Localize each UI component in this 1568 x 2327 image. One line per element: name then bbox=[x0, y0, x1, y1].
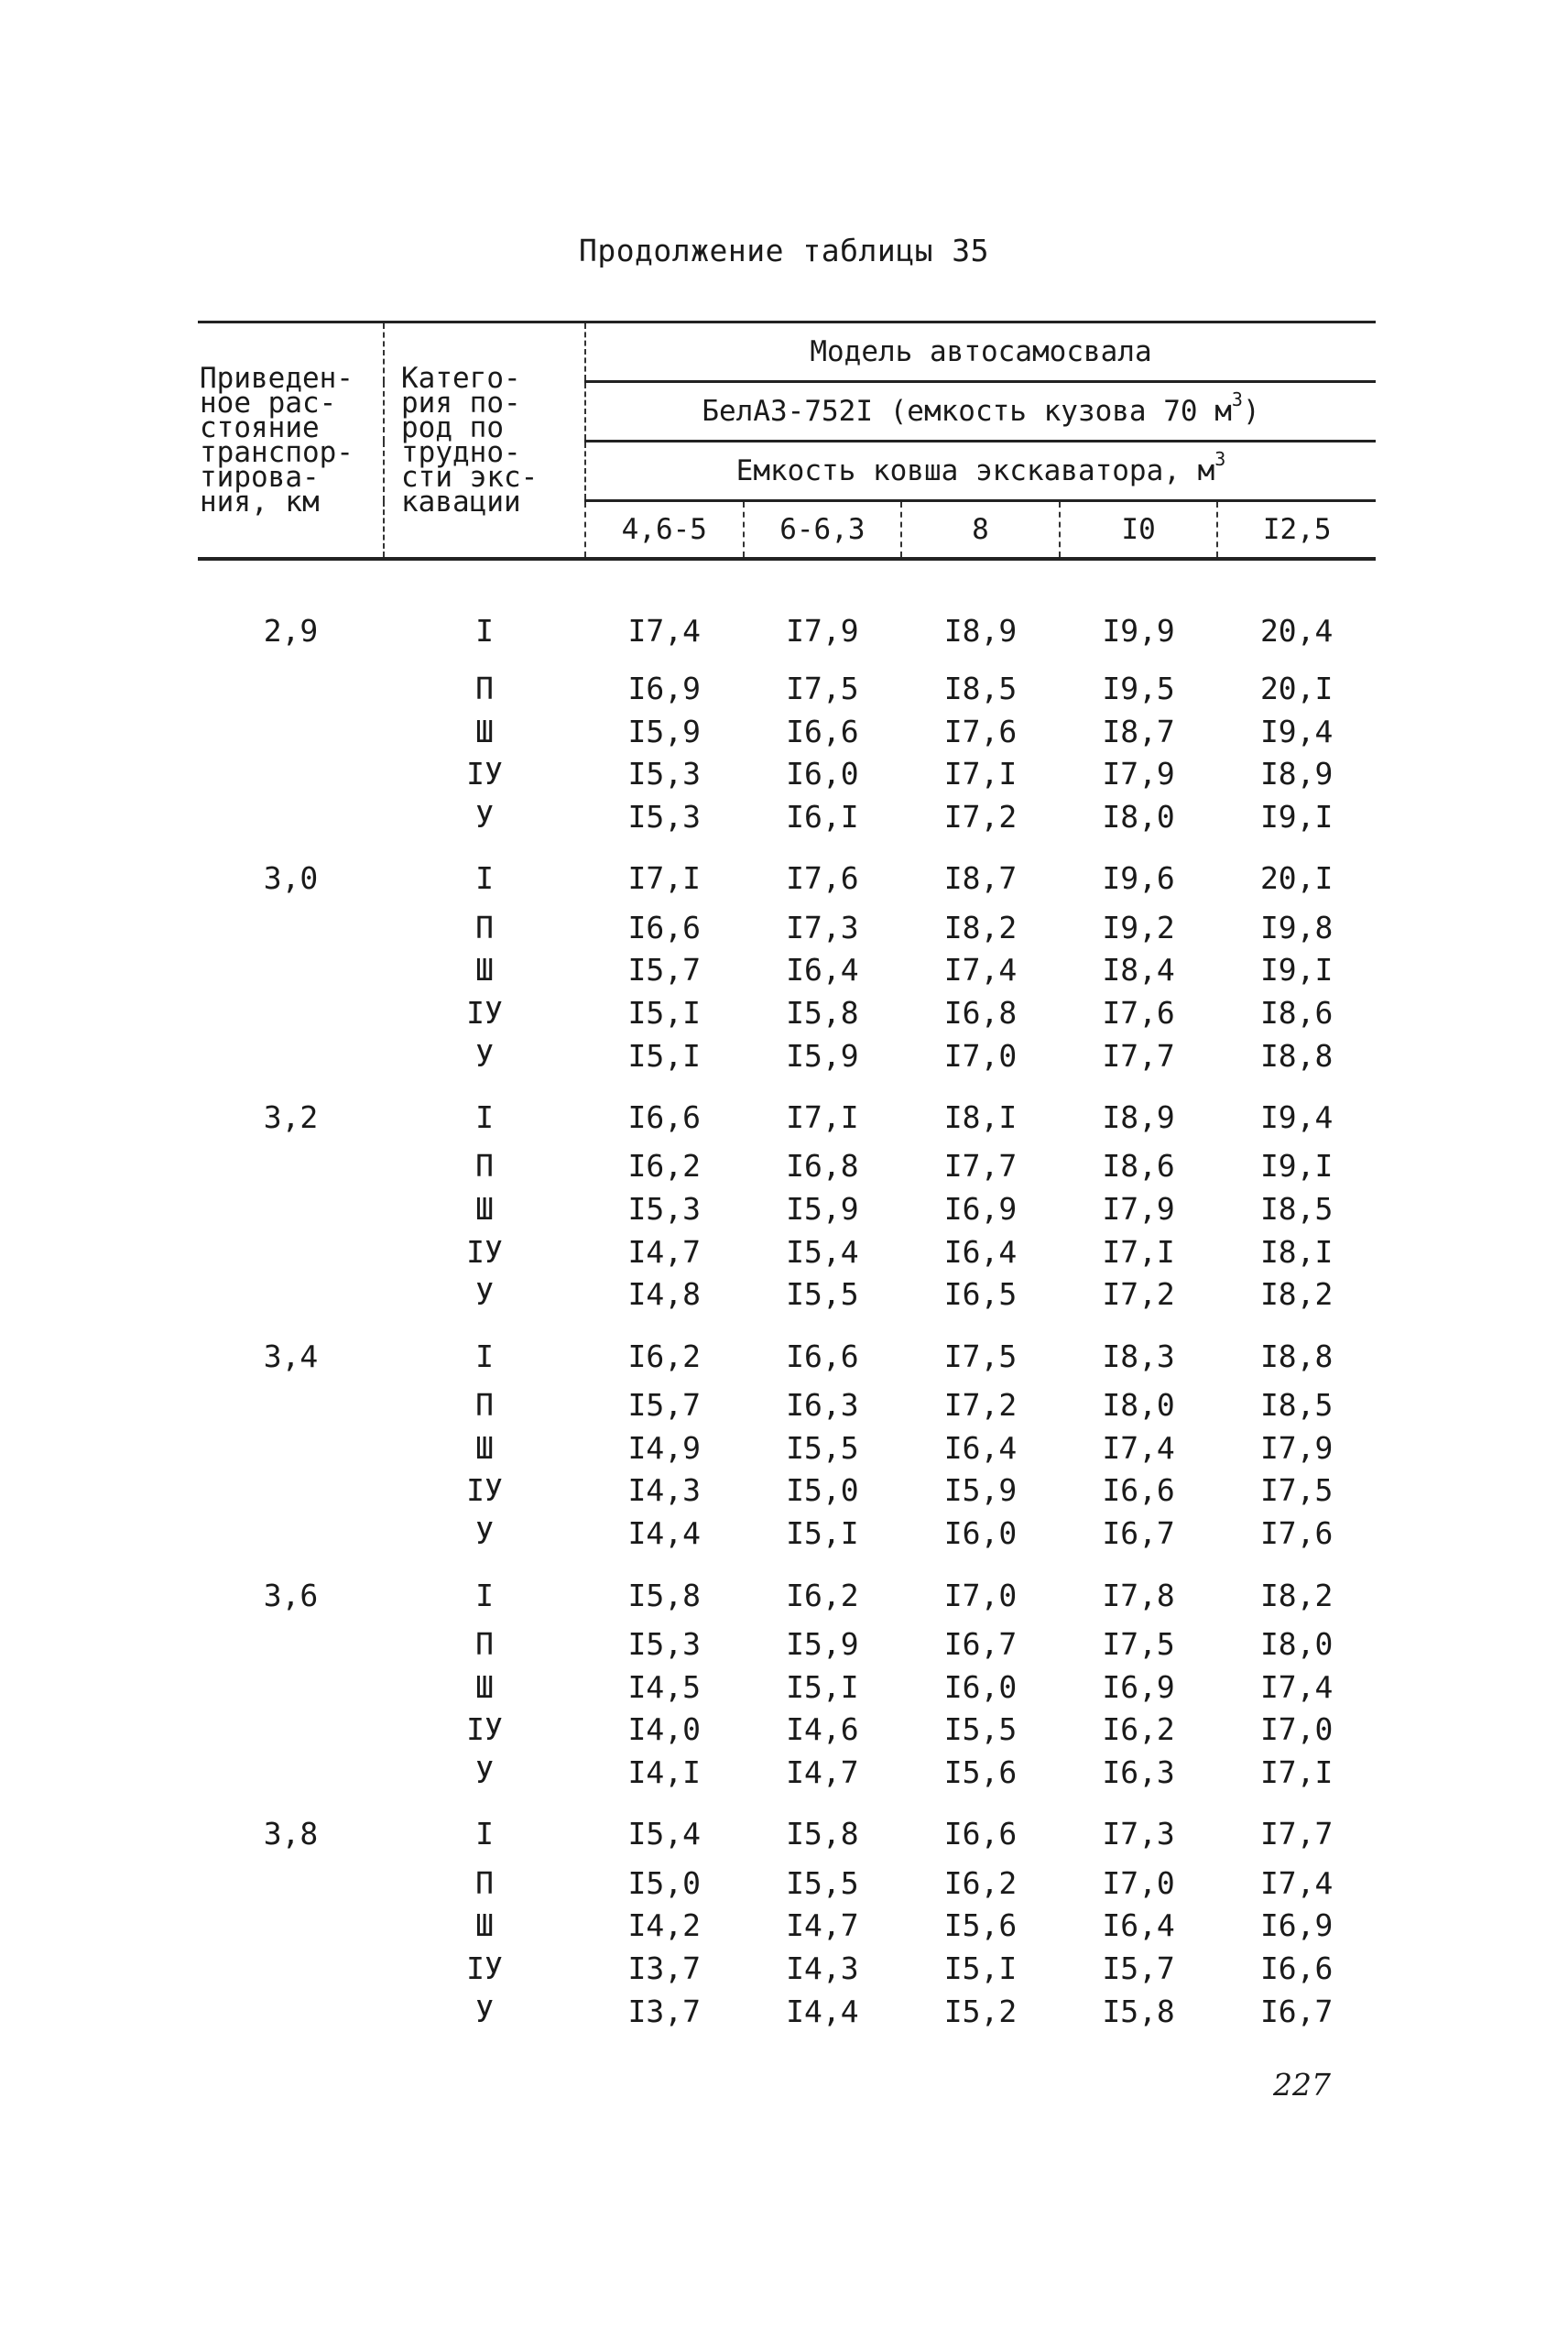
value-cell: I5,I bbox=[627, 994, 702, 1031]
value-cell: I7,2 bbox=[1102, 1276, 1175, 1313]
value-cell: I7,4 bbox=[627, 612, 702, 649]
distance-cell bbox=[198, 1426, 384, 1469]
value-cell: I8,8 bbox=[1259, 1338, 1334, 1374]
capacity-col-3: 8 bbox=[901, 501, 1060, 560]
value-cell: I7,I bbox=[786, 1099, 859, 1135]
distance-cell bbox=[198, 1034, 384, 1077]
category-cell: У bbox=[475, 798, 494, 835]
distance-cell bbox=[198, 906, 384, 949]
value-cell: I8,9 bbox=[1259, 756, 1334, 792]
category-cell: П bbox=[475, 1625, 494, 1662]
value-cell: I6,9 bbox=[1259, 1907, 1334, 1944]
value-cell: I7,4 bbox=[1259, 1668, 1334, 1705]
value-cell: I4,3 bbox=[627, 1472, 702, 1509]
value-cell: I5,6 bbox=[943, 1907, 1018, 1944]
table-row bbox=[198, 1426, 1376, 1469]
distance-cell bbox=[198, 710, 384, 753]
capacity-col-2: 6-6,3 bbox=[744, 501, 902, 560]
value-cell: I8,4 bbox=[1102, 952, 1175, 989]
distance-cell bbox=[198, 1708, 384, 1751]
value-cell: I8,3 bbox=[1102, 1338, 1175, 1374]
value-cell: I8,0 bbox=[1102, 1387, 1175, 1424]
distance-cell bbox=[198, 1862, 384, 1905]
distance-cell bbox=[198, 1145, 384, 1188]
distance-cell: 3,2 bbox=[263, 1099, 319, 1135]
value-cell: I6,3 bbox=[786, 1387, 859, 1424]
distance-cell bbox=[198, 1666, 384, 1709]
table-row bbox=[198, 1034, 1376, 1077]
bucket-capacity-superscript: 3 bbox=[1214, 448, 1226, 471]
table-row bbox=[198, 1622, 1376, 1666]
value-cell: I8,9 bbox=[943, 612, 1018, 649]
table-row bbox=[198, 1145, 1376, 1188]
value-cell: I9,4 bbox=[1259, 1099, 1334, 1135]
value-cell: I7,5 bbox=[1102, 1625, 1175, 1662]
value-cell: 20,I bbox=[1259, 670, 1334, 706]
value-cell: I6,9 bbox=[1102, 1668, 1175, 1705]
bucket-capacity-text: Емкость ковша экскаватора, м bbox=[735, 453, 1215, 487]
table-row bbox=[198, 1794, 1376, 1862]
value-cell: I6,6 bbox=[1259, 1950, 1334, 1986]
value-cell: I4,0 bbox=[627, 1711, 702, 1748]
header-category-label: Катего- рия по- род по трудно- сти экс- кавации bbox=[401, 361, 539, 519]
value-cell: I4,3 bbox=[786, 1950, 859, 1986]
distance-cell bbox=[198, 1230, 384, 1273]
value-cell: I8,I bbox=[1259, 1233, 1334, 1270]
value-cell: I5,7 bbox=[627, 1387, 702, 1424]
value-cell: I4,I bbox=[627, 1753, 702, 1790]
distance-cell: 3,6 bbox=[263, 1577, 319, 1613]
distance-cell bbox=[198, 795, 384, 838]
value-cell: I7,6 bbox=[1102, 994, 1175, 1031]
table-body bbox=[198, 559, 1376, 2033]
value-cell: I8,5 bbox=[1259, 1191, 1334, 1228]
category-cell: П bbox=[475, 1387, 494, 1424]
value-cell: I9,2 bbox=[1102, 909, 1175, 945]
value-cell: I9,4 bbox=[1259, 713, 1334, 749]
header-category bbox=[384, 322, 585, 560]
value-cell: 20,I bbox=[1259, 860, 1334, 897]
value-cell: I6,7 bbox=[943, 1625, 1018, 1662]
distance-cell bbox=[198, 948, 384, 991]
value-cell: I7,5 bbox=[1259, 1472, 1334, 1509]
table-row bbox=[198, 1077, 1376, 1145]
value-cell: I5,7 bbox=[627, 952, 702, 989]
value-cell: I6,2 bbox=[1102, 1711, 1175, 1748]
value-cell: I5,6 bbox=[943, 1753, 1018, 1790]
value-cell: I5,3 bbox=[627, 1625, 702, 1662]
value-cell: I7,I bbox=[1259, 1753, 1334, 1790]
value-cell: I5,4 bbox=[627, 1816, 702, 1852]
value-cell: I5,5 bbox=[943, 1711, 1018, 1748]
category-cell: I bbox=[475, 1816, 494, 1852]
value-cell: I4,7 bbox=[786, 1907, 859, 1944]
category-cell: У bbox=[475, 1993, 494, 2029]
value-cell: I5,3 bbox=[627, 1191, 702, 1228]
table-row bbox=[198, 559, 1376, 667]
category-cell: I bbox=[475, 612, 494, 649]
value-cell: I8,7 bbox=[1102, 713, 1175, 749]
value-cell: I7,4 bbox=[1259, 1864, 1334, 1901]
table-caption: Продолжение таблицы 35 bbox=[578, 233, 990, 268]
table-row bbox=[198, 1230, 1376, 1273]
value-cell: I5,8 bbox=[786, 1816, 859, 1852]
value-cell: I6,I bbox=[786, 798, 859, 835]
distance-cell bbox=[198, 1512, 384, 1555]
value-cell: I6,7 bbox=[1259, 1993, 1334, 2029]
value-cell: I8,5 bbox=[943, 670, 1018, 706]
value-cell: I7,2 bbox=[943, 1387, 1018, 1424]
value-cell: I5,3 bbox=[627, 756, 702, 792]
distance-cell bbox=[198, 1751, 384, 1794]
value-cell: I6,0 bbox=[786, 756, 859, 792]
truck-model-text: БелАЗ-752I (емкость кузова 70 м bbox=[702, 394, 1232, 428]
table-row bbox=[198, 1469, 1376, 1513]
category-cell: IУ bbox=[466, 994, 503, 1031]
distance-cell bbox=[198, 1469, 384, 1513]
value-cell: I6,4 bbox=[943, 1429, 1018, 1466]
value-cell: I6,0 bbox=[943, 1668, 1018, 1705]
value-cell: I4,9 bbox=[627, 1429, 702, 1466]
category-cell: IУ bbox=[466, 1950, 503, 1986]
table-row bbox=[198, 1512, 1376, 1555]
value-cell: I8,2 bbox=[1259, 1276, 1334, 1313]
distance-cell bbox=[198, 1187, 384, 1230]
value-cell: I5,I bbox=[786, 1515, 859, 1552]
category-cell: I bbox=[475, 1338, 494, 1374]
table-row bbox=[198, 1273, 1376, 1316]
page-number: 227 bbox=[1273, 2067, 1331, 2103]
value-cell: I9,I bbox=[1259, 952, 1334, 989]
value-cell: I7,6 bbox=[943, 713, 1018, 749]
category-cell: IУ bbox=[466, 1233, 503, 1270]
value-cell: I5,4 bbox=[786, 1233, 859, 1270]
value-cell: I9,9 bbox=[1102, 612, 1175, 649]
table-row bbox=[198, 667, 1376, 710]
value-cell: I5,5 bbox=[786, 1429, 859, 1466]
value-cell: I7,2 bbox=[943, 798, 1018, 835]
header-model-title: Модель автосамосвала bbox=[585, 322, 1376, 382]
value-cell: I6,0 bbox=[943, 1515, 1018, 1552]
value-cell: I3,7 bbox=[627, 1993, 702, 2029]
table-row bbox=[198, 1555, 1376, 1622]
category-cell: П bbox=[475, 1864, 494, 1901]
value-cell: I6,2 bbox=[627, 1338, 702, 1374]
value-cell: I6,4 bbox=[1102, 1907, 1175, 1944]
distance-cell: 3,0 bbox=[263, 860, 319, 897]
category-cell: П bbox=[475, 1148, 494, 1185]
value-cell: I8,0 bbox=[1259, 1625, 1334, 1662]
table-row bbox=[198, 1751, 1376, 1794]
value-cell: I8,6 bbox=[1102, 1148, 1175, 1185]
table-row bbox=[198, 710, 1376, 753]
table-row bbox=[198, 1187, 1376, 1230]
value-cell: I7,9 bbox=[786, 612, 859, 649]
value-cell: I6,4 bbox=[786, 952, 859, 989]
table-row bbox=[198, 948, 1376, 991]
value-cell: I6,9 bbox=[627, 670, 702, 706]
value-cell: I6,6 bbox=[627, 909, 702, 945]
value-cell: I4,7 bbox=[786, 1753, 859, 1790]
truck-model-close: ) bbox=[1242, 394, 1260, 428]
header-distance bbox=[198, 322, 384, 560]
value-cell: I6,6 bbox=[943, 1816, 1018, 1852]
value-cell: I9,5 bbox=[1102, 670, 1175, 706]
distance-cell bbox=[198, 1383, 384, 1426]
value-cell: 20,4 bbox=[1259, 612, 1334, 649]
value-cell: I6,6 bbox=[1102, 1472, 1175, 1509]
category-cell: IУ bbox=[466, 1472, 503, 1509]
value-cell: I7,5 bbox=[786, 670, 859, 706]
value-cell: I4,2 bbox=[627, 1907, 702, 1944]
category-cell: I bbox=[475, 1577, 494, 1613]
value-cell: I7,6 bbox=[1259, 1515, 1334, 1552]
value-cell: I5,9 bbox=[627, 713, 702, 749]
value-cell: I5,5 bbox=[786, 1276, 859, 1313]
value-cell: I8,I bbox=[943, 1099, 1018, 1135]
value-cell: I5,5 bbox=[786, 1864, 859, 1901]
distance-cell: 3,8 bbox=[263, 1816, 319, 1852]
distance-cell bbox=[198, 1990, 384, 2033]
value-cell: I7,7 bbox=[943, 1148, 1018, 1185]
header-bucket-capacity bbox=[585, 442, 1376, 501]
value-cell: I7,9 bbox=[1259, 1429, 1334, 1466]
category-cell: У bbox=[475, 1276, 494, 1313]
value-cell: I3,7 bbox=[627, 1950, 702, 1986]
value-cell: I5,0 bbox=[786, 1472, 859, 1509]
distance-cell bbox=[198, 1273, 384, 1316]
value-cell: I5,3 bbox=[627, 798, 702, 835]
value-cell: I4,7 bbox=[627, 1233, 702, 1270]
category-cell: П bbox=[475, 670, 494, 706]
value-cell: I6,5 bbox=[943, 1276, 1018, 1313]
distance-cell bbox=[198, 1622, 384, 1666]
value-cell: I6,2 bbox=[943, 1864, 1018, 1901]
table-row bbox=[198, 1383, 1376, 1426]
category-cell: Ш bbox=[475, 952, 494, 989]
value-cell: I5,8 bbox=[627, 1577, 702, 1613]
value-cell: I7,0 bbox=[1259, 1711, 1334, 1748]
category-cell: Ш bbox=[475, 1668, 494, 1705]
category-cell: П bbox=[475, 909, 494, 945]
table-row bbox=[198, 838, 1376, 906]
value-cell: I7,3 bbox=[786, 909, 859, 945]
value-cell: I7,9 bbox=[1102, 1191, 1175, 1228]
value-cell: I5,I bbox=[943, 1950, 1018, 1986]
value-cell: I6,9 bbox=[943, 1191, 1018, 1228]
value-cell: I6,4 bbox=[943, 1233, 1018, 1270]
distance-cell bbox=[198, 1904, 384, 1947]
value-cell: I8,6 bbox=[1259, 994, 1334, 1031]
category-cell: Ш bbox=[475, 713, 494, 749]
value-cell: I7,4 bbox=[943, 952, 1018, 989]
value-cell: I4,4 bbox=[627, 1515, 702, 1552]
distance-cell bbox=[198, 991, 384, 1034]
category-cell: У bbox=[475, 1515, 494, 1552]
value-cell: I9,6 bbox=[1102, 860, 1175, 897]
capacity-col-5: I2,5 bbox=[1217, 501, 1376, 560]
value-cell: I5,8 bbox=[786, 994, 859, 1031]
value-cell: I5,I bbox=[627, 1037, 702, 1074]
capacity-col-4: I0 bbox=[1060, 501, 1218, 560]
value-cell: I5,7 bbox=[1102, 1950, 1175, 1986]
value-cell: I5,9 bbox=[943, 1472, 1018, 1509]
value-cell: I7,7 bbox=[1259, 1816, 1334, 1852]
value-cell: I7,I bbox=[943, 756, 1018, 792]
value-cell: I6,8 bbox=[786, 1148, 859, 1185]
capacity-col-1: 4,6-5 bbox=[585, 501, 744, 560]
value-cell: I5,9 bbox=[786, 1191, 859, 1228]
value-cell: I7,9 bbox=[1102, 756, 1175, 792]
value-cell: I8,5 bbox=[1259, 1387, 1334, 1424]
value-cell: I4,8 bbox=[627, 1276, 702, 1313]
distance-cell: 2,9 bbox=[263, 612, 319, 649]
value-cell: I7,0 bbox=[943, 1577, 1018, 1613]
value-cell: I6,2 bbox=[786, 1577, 859, 1613]
table-row bbox=[198, 906, 1376, 949]
data-table bbox=[198, 321, 1376, 2033]
table-row bbox=[198, 991, 1376, 1034]
value-cell: I6,3 bbox=[1102, 1753, 1175, 1790]
distance-cell: 3,4 bbox=[263, 1338, 319, 1374]
value-cell: I8,7 bbox=[943, 860, 1018, 897]
value-cell: I6,6 bbox=[786, 1338, 859, 1374]
table-row bbox=[198, 795, 1376, 838]
value-cell: I7,4 bbox=[1102, 1429, 1175, 1466]
value-cell: I6,7 bbox=[1102, 1515, 1175, 1552]
value-cell: I5,8 bbox=[1102, 1993, 1175, 2029]
value-cell: I5,9 bbox=[786, 1037, 859, 1074]
value-cell: I6,8 bbox=[943, 994, 1018, 1031]
value-cell: I4,5 bbox=[627, 1668, 702, 1705]
value-cell: I7,I bbox=[627, 860, 702, 897]
header-distance-label: Приведен- ное рас- стояние транспор- тирова- ния, км bbox=[200, 361, 354, 519]
value-cell: I8,2 bbox=[1259, 1577, 1334, 1613]
value-cell: I5,9 bbox=[786, 1625, 859, 1662]
category-cell: I bbox=[475, 1099, 494, 1135]
category-cell: У bbox=[475, 1753, 494, 1790]
value-cell: I5,I bbox=[786, 1668, 859, 1705]
category-cell: IУ bbox=[466, 1711, 503, 1748]
category-cell: Ш bbox=[475, 1191, 494, 1228]
category-cell: У bbox=[475, 1037, 494, 1074]
value-cell: I5,2 bbox=[943, 1993, 1018, 2029]
value-cell: I7,0 bbox=[943, 1037, 1018, 1074]
value-cell: I7,I bbox=[1102, 1233, 1175, 1270]
distance-cell bbox=[198, 667, 384, 710]
value-cell: I8,2 bbox=[943, 909, 1018, 945]
value-cell: I9,I bbox=[1259, 798, 1334, 835]
value-cell: I7,0 bbox=[1102, 1864, 1175, 1901]
header-truck-model bbox=[585, 382, 1376, 442]
value-cell: I7,6 bbox=[786, 860, 859, 897]
value-cell: I8,9 bbox=[1102, 1099, 1175, 1135]
value-cell: I5,0 bbox=[627, 1864, 702, 1901]
value-cell: I6,2 bbox=[627, 1148, 702, 1185]
value-cell: I8,8 bbox=[1259, 1037, 1334, 1074]
value-cell: I6,6 bbox=[627, 1099, 702, 1135]
table-header bbox=[198, 322, 1376, 560]
value-cell: I9,8 bbox=[1259, 909, 1334, 945]
table-row bbox=[198, 1708, 1376, 1751]
category-cell: Ш bbox=[475, 1907, 494, 1944]
distance-cell bbox=[198, 752, 384, 795]
value-cell: I7,7 bbox=[1102, 1037, 1175, 1074]
value-cell: I7,8 bbox=[1102, 1577, 1175, 1613]
table-row bbox=[198, 1316, 1376, 1383]
table-row bbox=[198, 1862, 1376, 1905]
table-row bbox=[198, 1990, 1376, 2033]
value-cell: I4,6 bbox=[786, 1711, 859, 1748]
category-cell: I bbox=[475, 860, 494, 897]
value-cell: I6,6 bbox=[786, 713, 859, 749]
category-cell: IУ bbox=[466, 756, 503, 792]
value-cell: I8,0 bbox=[1102, 798, 1175, 835]
table-row bbox=[198, 1904, 1376, 1947]
distance-cell bbox=[198, 1947, 384, 1990]
table-row bbox=[198, 752, 1376, 795]
table-row bbox=[198, 1666, 1376, 1709]
value-cell: I9,I bbox=[1259, 1148, 1334, 1185]
value-cell: I7,5 bbox=[943, 1338, 1018, 1374]
category-cell: Ш bbox=[475, 1429, 494, 1466]
value-cell: I7,3 bbox=[1102, 1816, 1175, 1852]
table-row bbox=[198, 1947, 1376, 1990]
value-cell: I4,4 bbox=[786, 1993, 859, 2029]
truck-model-superscript: 3 bbox=[1231, 388, 1243, 411]
